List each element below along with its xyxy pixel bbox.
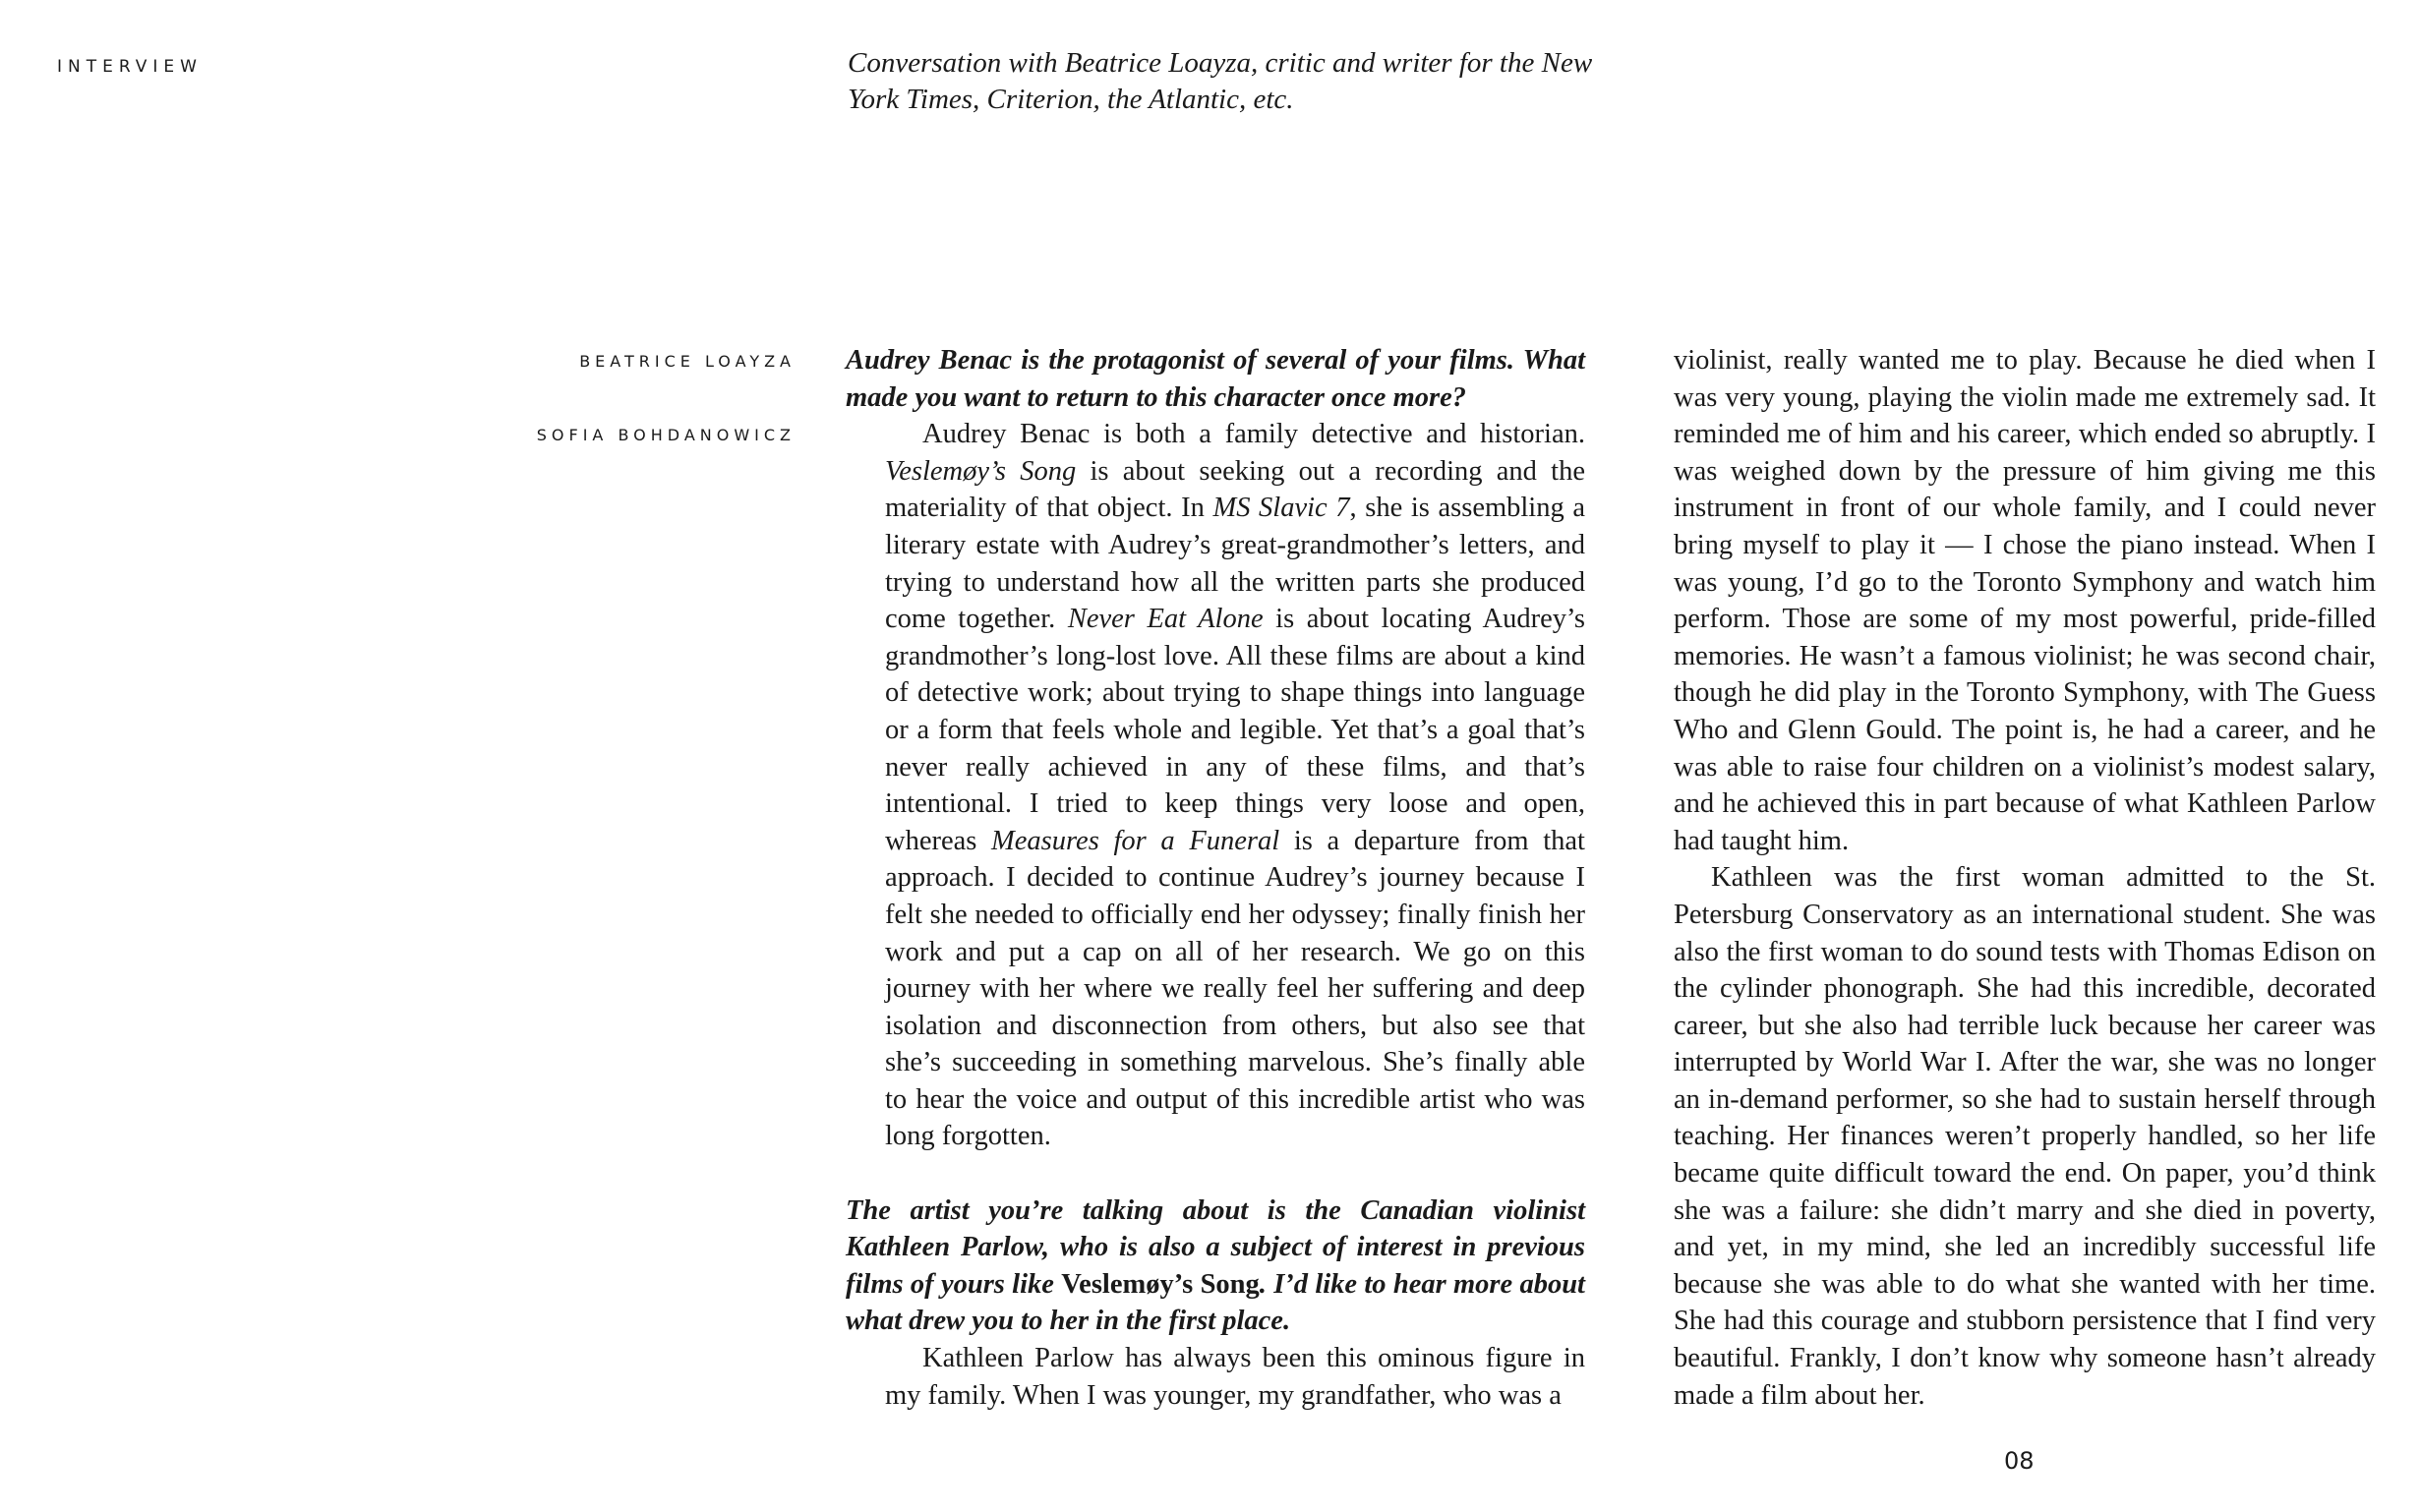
speaker-label-interviewee: BEATRICE LOAYZA (579, 352, 796, 371)
answer-1-text: is about locating Audrey’s grandmother’s long-lost love. All these films are about a kind of detective work; about trying to shape things into language or a form that feels whole and legible. Yet that’s a goal that’s never really achieved in any of these films, and that’s intentional. I tried to keep things very loose and open, whereas (885, 604, 1585, 856)
paragraph-gap (846, 1155, 1585, 1192)
film-title: MS Slavic 7 (1212, 493, 1350, 524)
right-column (1674, 342, 2376, 1414)
interview-intro: Conversation with Beatrice Loayza, critic and writer for the New York Times, Criterion, the Atlantic, etc. (848, 47, 1593, 115)
question-2-text: . I’d like to hear more about what drew you to her in the first place. (846, 1268, 1585, 1337)
speaker-label-interviewer: SOFIA BOHDANOWICZ (536, 426, 796, 444)
answer-1 (885, 416, 1585, 1155)
section-label: INTERVIEW (57, 57, 203, 77)
question-1: Audrey Benac is the protagonist of several of your films. What made you want to return to this character once more? (846, 345, 1585, 413)
answer-1-text: is about seeking out a recording and the materiality of that object. In (885, 455, 1585, 524)
answer-1-text: , she is assembling a literary estate with Audrey’s great-grandmother’s letters, and trying to understand how all the written parts she produced come together. (885, 493, 1585, 635)
left-column (846, 342, 1585, 1414)
answer-2-paragraph-2: Kathleen was the first woman admitted to the St. Petersburg Conservatory as an international student. She was also the first woman to do sound tests with Thomas Edison on the cylinder phonograph. She had this incredible, decorated career, but she also had terrible luck because her career was interrupted by World War I. After the war, she was no longer an in-demand performer, so she had to sustain herself through teaching. Her finances weren’t properly handled, so her life became quite difficult toward the end. On paper, you’d think she was a failure: she didn’t marry and she died in poverty, and yet, in my mind, she led an incredibly successful life because she was able to do what she wanted with her time. She had this courage and stubborn persistence that I find very beautiful. Frankly, I don’t know why someone hasn’t already made a film about her. (1674, 862, 2376, 1411)
film-title: Measures for a Funeral (991, 825, 1280, 856)
page-number: 08 (2004, 1447, 2035, 1475)
answer-2-continued: violinist, really wanted me to play. Because he died when I was very young, playing the violin made me extremely sad. It reminded me of him and his career, which ended so abruptly. I was weighed down by the pressure of him giving me this instrument in front of our whole family, and I could never bring myself to play it — I chose the piano instead. When I was young, I’d go to the Toronto Symphony and watch him perform. Those are some of my most powerful, pride-filled memories. He wasn’t a famous violinist; he was second chair, though he did play in the Toronto Symphony, with The Guess Who and Glenn Gould. The point is, he had a career, and he was able to raise four children on a violinist’s modest salary, and he achieved this in part because of what Kathleen Parlow had taught him. (1674, 345, 2376, 856)
film-title: Never Eat Alone (1067, 604, 1264, 635)
answer-1-text: is a departure from that approach. I decided to continue Audrey’s journey because I felt she needed to officially end her odyssey; finally finish her work and put a cap on all of her research. We go on this journey with her where we really feel her suffering and deep isolation and disconnection from others, but also see that she’s succeeding in something marvelous. She’s finally able to hear the voice and output of this incredible artist who was long forgotten. (885, 825, 1585, 1152)
answer-2-start: Kathleen Parlow has always been this ominous figure in my family. When I was younger, my grandfather, who was a (885, 1343, 1585, 1411)
answer-1-text: Audrey Benac is both a family detective and historian. (922, 419, 1585, 450)
film-title: Veslemøy’s Song (1061, 1268, 1260, 1300)
film-title: Veslemøy’s Song (885, 455, 1077, 487)
question-2 (846, 1192, 1585, 1340)
question-2-text: The artist you’re talking about is the Canadian violinist Kathleen Parlow, who is also a subject of interest in previous films of yours like (846, 1194, 1585, 1300)
